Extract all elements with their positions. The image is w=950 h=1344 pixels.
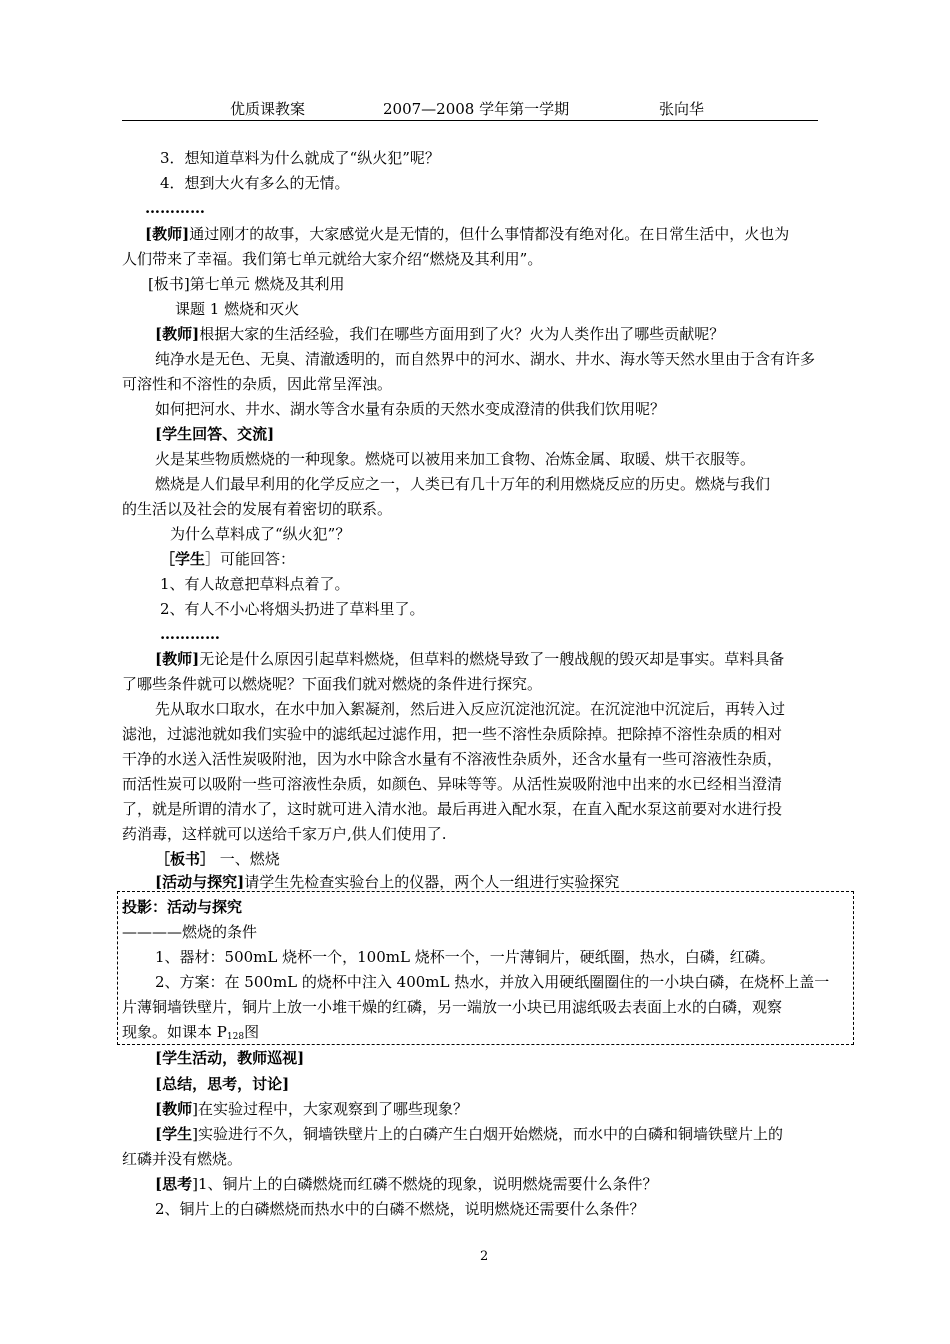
text-line: 纯净水是无色、无臭、清澈透明的，而自然界中的河水、湖水、井水、海水等天然水里由于含有许多 xyxy=(155,350,816,368)
student-answer-heading: [学生回答、交流] xyxy=(155,425,275,443)
text-line: 片薄铜墙铁壁片，铜片上放一小堆干燥的红磷，另一端放一小块已用滤纸吸去表面上水的白磷，观察 xyxy=(122,998,783,1016)
projection-materials: 1、器材：500mL 烧杯一个，100mL 烧杯一个，一片薄铜片，硬纸圈，热水，白磷，红磷。 xyxy=(155,948,775,966)
teacher-tag: [教师] xyxy=(145,225,190,243)
text-line: 的生活以及社会的发展有着密切的联系。 xyxy=(122,500,393,518)
board-line: [板书]第七单元 燃烧及其利用 xyxy=(148,275,345,293)
text-line: 为什么草料成了“纵火犯”？ xyxy=(170,525,351,543)
text-line: 可溶性和不溶性的杂质，因此常呈浑浊。 xyxy=(122,375,393,393)
text-line: 3．想知道草料为什么就成了“纵火犯”呢？ xyxy=(160,149,440,167)
text-line xyxy=(155,647,855,672)
student-tag: [学生 xyxy=(155,1125,193,1143)
text-line: 干净的水送入活性炭吸附池，因为水中除含水量有不溶液性杂质外，还含水量有一些可溶液性杂质， xyxy=(122,750,783,768)
line-text: 图 xyxy=(244,1023,260,1041)
line-text: 无论是什么原因引起草料燃烧，但草料的燃烧导致了一艘战舰的毁灭却是事实。草料具备 xyxy=(199,650,785,668)
text-line xyxy=(155,1172,855,1197)
page-subscript: 128 xyxy=(226,1032,245,1042)
text-line: 1、有人故意把草料点着了。 xyxy=(160,575,350,593)
teacher-tag: [教师] xyxy=(155,325,200,343)
text-line: 药消毒，这样就可以送给千家万户,供人们使用了. xyxy=(122,825,447,843)
text-line: 燃烧是人们最早利用的化学反应之一，人类已有几十万年的利用燃烧反应的历史。燃烧与我们 xyxy=(155,475,771,493)
text-line: 而活性炭可以吸附一些可溶液性杂质，如颜色、异味等等。从活性炭吸附池中出来的水已经相当澄清 xyxy=(122,775,783,793)
line-text: ］可能回答： xyxy=(205,550,296,568)
line-text: 通过刚才的故事，大家感觉火是无情的，但什么事情都没有绝对化。在日常生活中，火也为 xyxy=(189,225,790,243)
text-line: 了，就是所谓的清水了，这时就可进入清水池。最后再进入配水泵，在直入配水泵这前要对水进行投 xyxy=(122,800,783,818)
board-tag: ［板书］ xyxy=(155,850,216,868)
text-line: 先从取水口取水，在水中加入絮凝剂，然后进入反应沉淀池沉淀。在沉淀池中沉淀后，再转入过 xyxy=(155,700,786,718)
line-text: 根据大家的生活经验，我们在哪些方面用到了火？火为人类作出了哪些贡献呢？ xyxy=(199,325,725,343)
projection-plan: 2、方案：在 500mL 的烧杯中注入 400mL 热水，并放入用硬纸圈圈住的一小块白磷，在烧杯上盖一 xyxy=(155,973,830,991)
header-rule xyxy=(122,120,818,121)
text-line xyxy=(155,1122,855,1147)
text-line: 了哪些条件就可以燃烧呢？下面我们就对燃烧的条件进行探究。 xyxy=(122,675,543,693)
teacher-tag: [教师] xyxy=(155,650,200,668)
text-line: 火是某些物质燃烧的一种现象。燃烧可以被用来加工食物、冶炼金属、取暖、烘干衣服等。 xyxy=(155,450,756,468)
text-line xyxy=(160,547,860,572)
line-text: 请学生先检查实验台上的仪器，两个人一组进行实验探究 xyxy=(244,873,620,891)
line-text: ]在实验过程中，大家观察到了哪些现象？ xyxy=(192,1100,468,1118)
text-line: 4．想到大火有多么的无情。 xyxy=(160,174,350,192)
text-line xyxy=(155,322,855,347)
teacher-tag: [教师 xyxy=(155,1100,193,1118)
student-tag: ［学生 xyxy=(160,550,206,568)
page-number: 2 xyxy=(480,1249,489,1264)
student-activity-heading: [学生活动，教师巡视] xyxy=(155,1049,305,1067)
line-text: 一、燃烧 xyxy=(215,850,280,868)
lesson-title: 课题 1 燃烧和灭火 xyxy=(175,300,300,318)
projection-title: 投影：活动与探究 xyxy=(122,898,243,916)
think-tag: [思考 xyxy=(155,1175,193,1193)
text-line xyxy=(155,847,855,872)
header-title: 优质课教案 xyxy=(230,100,306,118)
activity-tag: [活动与探究] xyxy=(155,873,245,891)
text-line: 如何把河水、井水、湖水等含水量有杂质的天然水变成澄清的供我们饮用呢？ xyxy=(155,400,666,418)
text-line: 2、有人不小心将烟头扔进了草料里了。 xyxy=(160,600,425,618)
header-author: 张向华 xyxy=(659,100,705,118)
ellipsis-line: ………… xyxy=(145,199,205,217)
header-term: 2007—2008 学年第一学期 xyxy=(383,100,570,118)
line-text: ]实验进行不久，铜墙铁壁片上的白磷产生白烟开始燃烧，而水中的白磷和铜墙铁壁片上的 xyxy=(192,1125,783,1143)
projection-subtitle: ————燃烧的条件 xyxy=(122,923,258,941)
text-line xyxy=(145,222,845,247)
text-line: 2、铜片上的白磷燃烧而热水中的白磷不燃烧，说明燃烧还需要什么条件？ xyxy=(155,1200,645,1218)
text-line: 滤池，过滤池就如我们实验中的滤纸起过滤作用，把一些不溶性杂质除掉。把除掉不溶性杂质的相对 xyxy=(122,725,783,743)
text-line xyxy=(155,1097,855,1122)
text-line: 人们带来了幸福。我们第七单元就给大家介绍“燃烧及其利用”。 xyxy=(122,250,543,268)
text-line: 红磷并没有燃烧。 xyxy=(122,1150,243,1168)
text-line xyxy=(122,1020,822,1045)
ellipsis-line: ………… xyxy=(160,625,220,643)
line-text: 现象。如课本 P xyxy=(122,1023,227,1041)
line-text: ]1、铜片上的白磷燃烧而红磷不燃烧的现象，说明燃烧需要什么条件？ xyxy=(192,1175,658,1193)
summary-heading: [总结，思考，讨论] xyxy=(155,1075,290,1093)
